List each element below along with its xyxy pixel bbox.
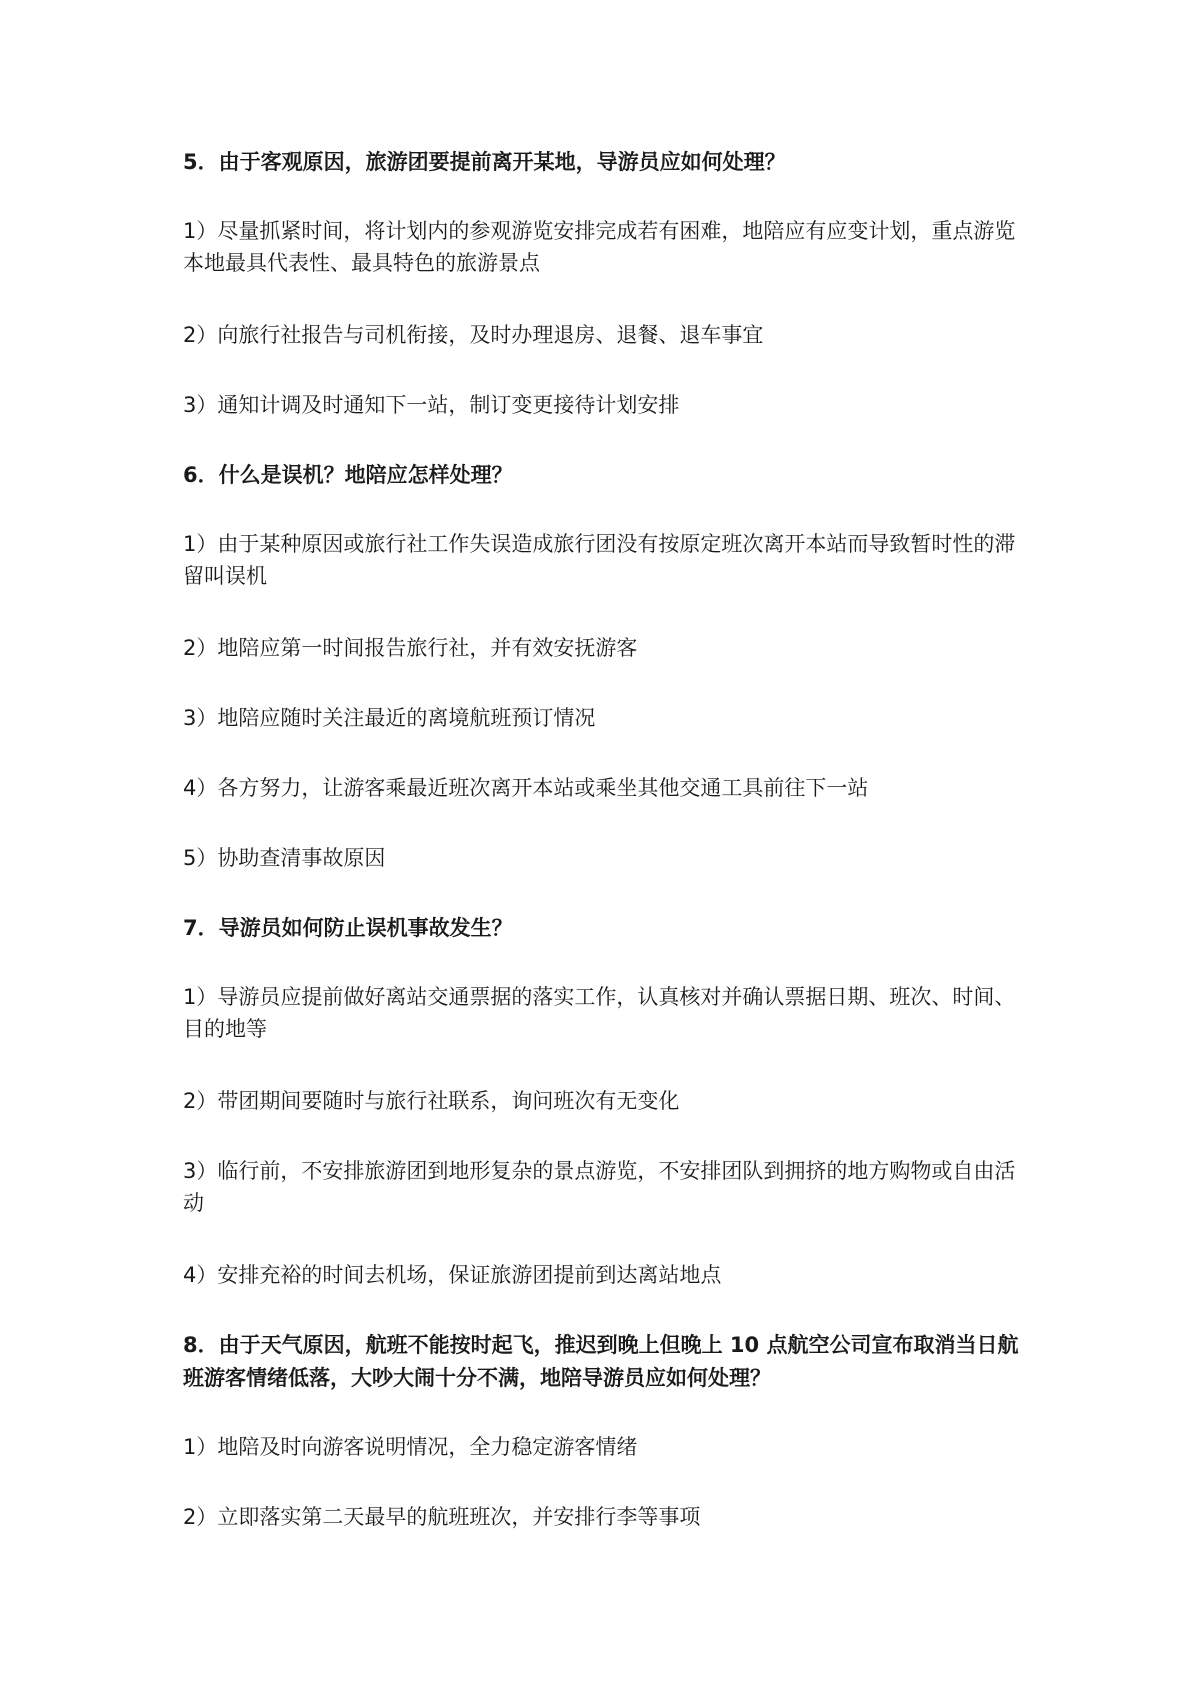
answer-item: 2）地陪应第一时间报告旅行社，并有效安抚游客	[183, 636, 638, 660]
section-6	[183, 459, 1033, 874]
answer-item: 2）立即落实第二天最早的航班班次，并安排行李等事项	[183, 1505, 701, 1529]
question-heading: 8．由于天气原因，航班不能按时起飞，推迟到晚上但晚上 10 点航空公司宣布取消当日航班游客情绪低落，大吵大闹十分不满，地陪导游员应如何处理？	[183, 1333, 1019, 1390]
answer-item: 4）各方努力，让游客乘最近班次离开本站或乘坐其他交通工具前往下一站	[183, 776, 869, 800]
question-heading: 7．导游员如何防止误机事故发生？	[183, 916, 513, 940]
answer-item: 2）向旅行社报告与司机衔接，及时办理退房、退餐、退车事宜	[183, 323, 764, 347]
answer-item: 3）通知计调及时通知下一站，制订变更接待计划安排	[183, 393, 680, 417]
answer-item: 4）安排充裕的时间去机场，保证旅游团提前到达离站地点	[183, 1263, 722, 1287]
answer-item: 3）地陪应随时关注最近的离境航班预订情况	[183, 706, 596, 730]
answer-item: 5）协助查清事故原因	[183, 846, 386, 870]
question-heading: 5．由于客观原因，旅游团要提前离开某地，导游员应如何处理？	[183, 150, 786, 174]
section-7	[183, 912, 1033, 1291]
section-5	[183, 146, 1033, 421]
answer-item: 1）导游员应提前做好离站交通票据的落实工作，认真核对并确认票据日期、班次、时间、目的地等	[183, 985, 1016, 1041]
answer-item: 1）由于某种原因或旅行社工作失误造成旅行团没有按原定班次离开本站而导致暂时性的滞留叫误机	[183, 532, 1016, 588]
question-heading: 6．什么是误机？地陪应怎样处理？	[183, 463, 513, 487]
answer-item: 3）临行前，不安排旅游团到地形复杂的景点游览，不安排团队到拥挤的地方购物或自由活动	[183, 1159, 1016, 1215]
answer-item: 2）带团期间要随时与旅行社联系，询问班次有无变化	[183, 1089, 680, 1113]
section-8	[183, 1329, 1033, 1533]
document-content	[183, 146, 1033, 1571]
answer-item: 1）尽量抓紧时间，将计划内的参观游览安排完成若有困难，地陪应有应变计划，重点游览本地最具代表性、最具特色的旅游景点	[183, 219, 1016, 275]
answer-item: 1）地陪及时向游客说明情况，全力稳定游客情绪	[183, 1435, 638, 1459]
